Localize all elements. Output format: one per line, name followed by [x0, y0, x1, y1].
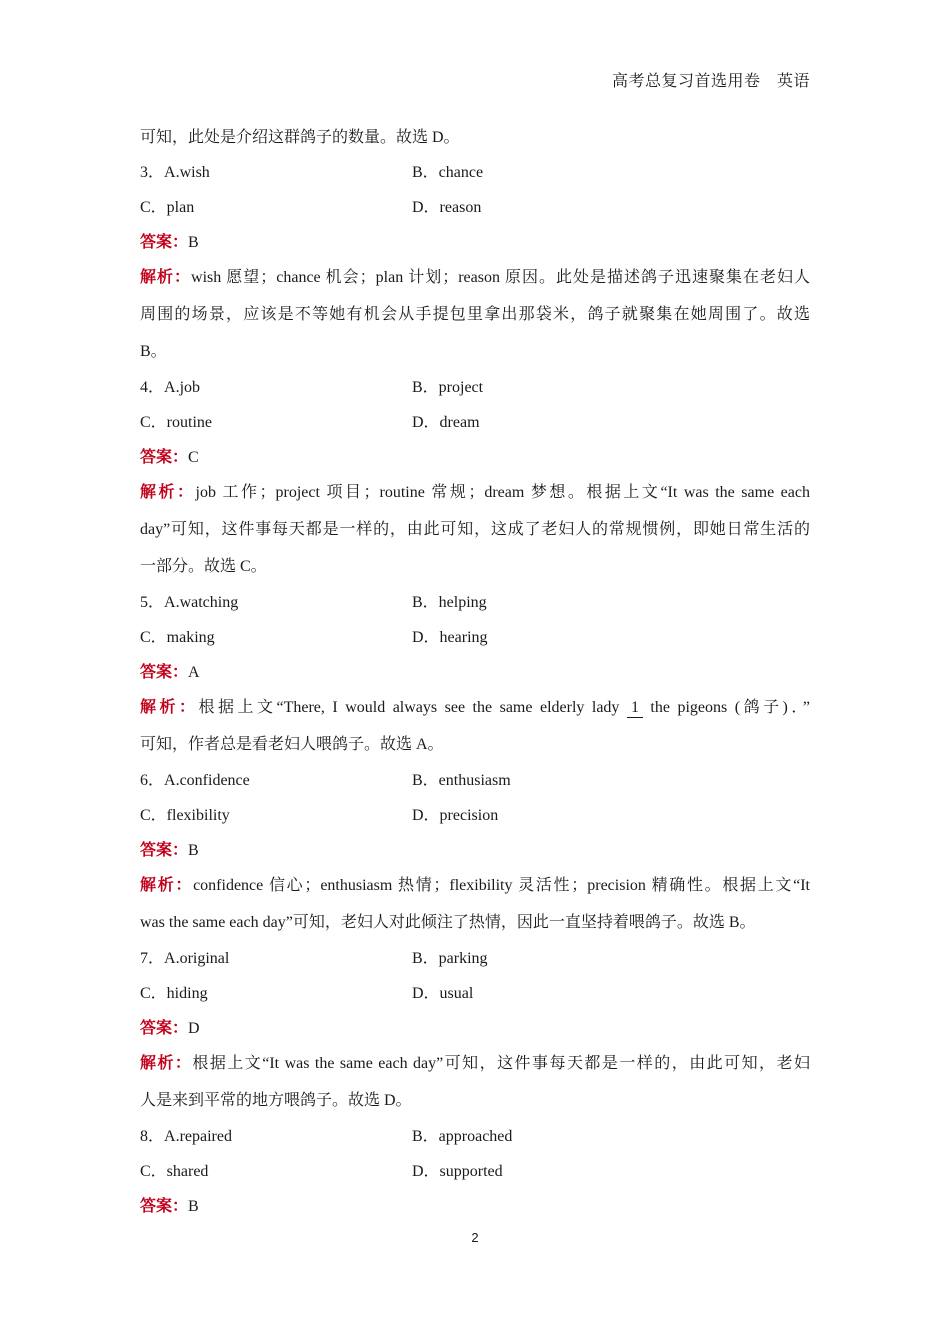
question-3-option-d: D．reason	[412, 199, 482, 216]
question-6-option-a: 6．A.confidence	[140, 772, 250, 789]
question-3-answer: 答案：B	[140, 234, 199, 251]
answer-label: 答案：	[140, 664, 189, 681]
analysis-label: 解析：	[140, 699, 199, 716]
analysis-label: 解析：	[140, 877, 194, 894]
analysis-label: 解析：	[140, 484, 196, 501]
question-6-option-d: D．precision	[412, 807, 499, 824]
question-7-option-c: C．hiding	[140, 985, 208, 1002]
question-8-answer: 答案：B	[140, 1198, 199, 1215]
analysis-label: 解析：	[140, 269, 192, 286]
question-5-row-cd	[140, 620, 810, 655]
question-5-answer: 答案：A	[140, 664, 200, 681]
question-6-analysis	[140, 867, 810, 941]
answer-label: 答案：	[140, 449, 189, 466]
question-6-option-b: B．enthusiasm	[412, 772, 511, 789]
question-4-option-a: 4．A.job	[140, 379, 201, 396]
question-6-answer: 答案：B	[140, 842, 199, 859]
question-4-answer: 答案：C	[140, 449, 199, 466]
question-6-option-c: C．flexibility	[140, 807, 230, 824]
question-7-option-d: D．usual	[412, 985, 474, 1002]
answer-label: 答案：	[140, 1198, 189, 1215]
question-8-option-c: C．shared	[140, 1163, 209, 1180]
question-6-row-ab	[140, 763, 810, 798]
question-3-row-cd	[140, 190, 810, 225]
question-5-analysis	[140, 689, 810, 763]
answer-label: 答案：	[140, 234, 189, 251]
question-3-analysis	[140, 259, 810, 370]
question-7-row-ab	[140, 941, 810, 976]
question-8-row-cd	[140, 1154, 810, 1189]
intro-line: 可知，此处是介绍这群鸽子的数量。故选 D。	[140, 129, 460, 146]
question-5-option-a: 5．A.watching	[140, 594, 239, 611]
analysis-line: 一部分。故选 C。	[140, 558, 267, 575]
analysis-label: 解析：	[140, 1055, 193, 1072]
question-6-row-cd	[140, 798, 810, 833]
question-7-option-a: 7．A.original	[140, 950, 230, 967]
question-7-row-cd	[140, 976, 810, 1011]
question-7-option-b: B．parking	[412, 950, 488, 967]
question-3-row-ab	[140, 155, 810, 190]
analysis-line: 人是来到平常的地方喂鸽子。故选 D。	[140, 1092, 412, 1109]
question-4-row-ab	[140, 370, 810, 405]
analysis-line: 周围的场景，应该是不等她有机会从手提包里拿出那袋米，鸽子就聚集在她周围了。故选	[140, 306, 810, 323]
question-5-row-ab	[140, 585, 810, 620]
question-5-option-b: B．helping	[412, 594, 487, 611]
analysis-line: 可知，作者总是看老妇人喂鸽子。故选 A。	[140, 736, 444, 753]
question-8-option-a: 8．A.repaired	[140, 1128, 232, 1145]
question-4-option-d: D．dream	[412, 414, 480, 431]
question-4-row-cd	[140, 405, 810, 440]
question-4-option-b: B．project	[412, 379, 484, 396]
question-3-option-a: 3．A.wish	[140, 164, 210, 181]
analysis-line: 解析：根据上文“It was the same each day”可知，这件事每天都是一样的，由此可知，老妇	[140, 1055, 810, 1072]
question-5-option-d: D．hearing	[412, 629, 488, 646]
question-7-answer: 答案：D	[140, 1020, 200, 1037]
question-7-analysis	[140, 1045, 810, 1119]
page-number: 2	[471, 1230, 479, 1245]
question-8-option-d: D．supported	[412, 1163, 503, 1180]
question-8-row-ab	[140, 1119, 810, 1154]
question-5-option-c: C．making	[140, 629, 215, 646]
answer-label: 答案：	[140, 1020, 189, 1037]
blank-underline: 1	[627, 699, 643, 718]
analysis-line: 解析：confidence 信心；enthusiasm 热情；flexibility 灵活性；precision 精确性。根据上文“It	[140, 877, 810, 894]
question-4-option-c: C．routine	[140, 414, 212, 431]
question-4-analysis	[140, 474, 810, 585]
question-3-option-b: B．chance	[412, 164, 484, 181]
analysis-line: 解析：wish 愿望；chance 机会；plan 计划；reason 原因。此处是描述鸽子迅速聚集在老妇人	[140, 269, 810, 286]
analysis-line: B。	[140, 343, 167, 360]
analysis-line: 解析：根据上文“There, I would always see the same elderly lady 1 the pigeons (鸽子)．”	[140, 699, 810, 716]
answer-label: 答案：	[140, 842, 189, 859]
analysis-line: 解析：job 工作；project 项目；routine 常规；dream 梦想。根据上文“It was the same each	[140, 484, 810, 501]
analysis-line: was the same each day”可知，老妇人对此倾注了热情，因此一直坚持着喂鸽子。故选 B。	[140, 914, 756, 931]
page-content	[140, 120, 810, 1224]
analysis-line: day”可知，这件事每天都是一样的，由此可知，这成了老妇人的常规惯例，即她日常生活的	[140, 521, 810, 538]
page-header: 高考总复习首选用卷 英语	[611, 73, 810, 90]
question-8-option-b: B．approached	[412, 1128, 513, 1145]
question-3-option-c: C．plan	[140, 199, 195, 216]
